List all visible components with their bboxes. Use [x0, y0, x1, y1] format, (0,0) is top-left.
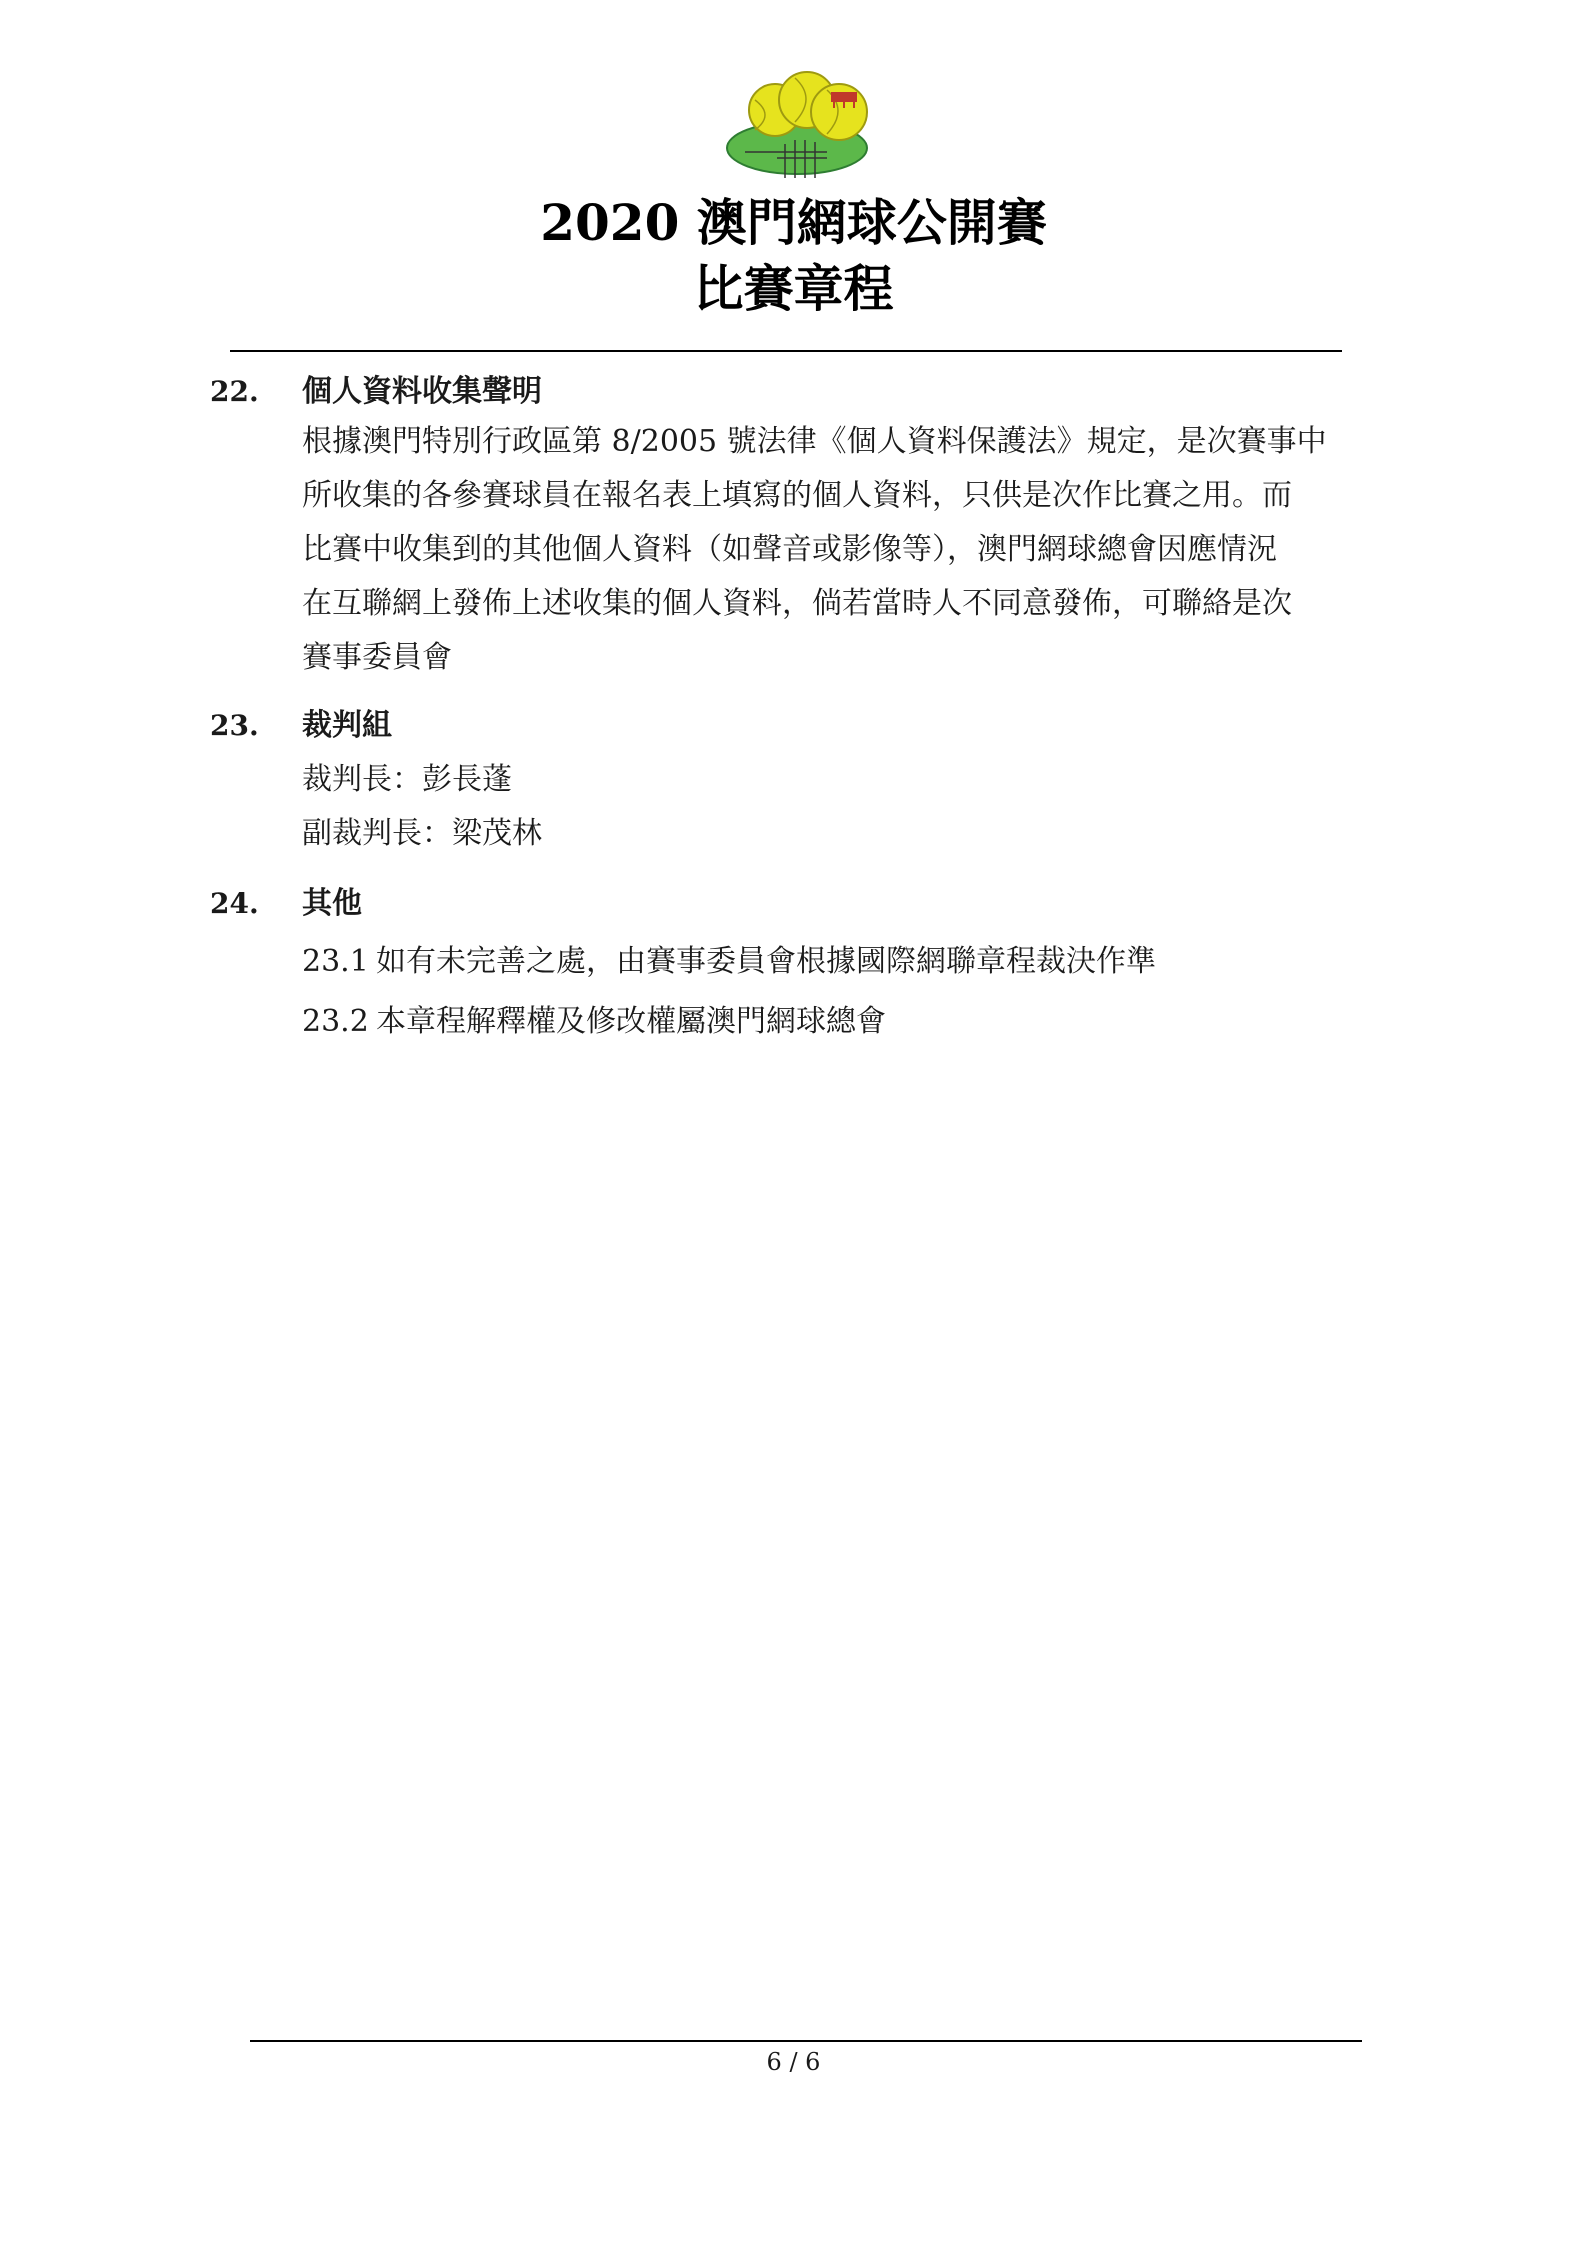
footer-divider: [250, 2040, 1362, 2042]
section-number: 24.: [210, 887, 259, 920]
paragraph-line: 比賽中收集到的其他個人資料（如聲音或影像等），澳門網球總會因應情況: [302, 532, 1277, 567]
document-subtitle: 比賽章程: [693, 259, 894, 318]
deputy-referee: 副裁判長：梁茂林: [302, 816, 542, 851]
list-item-number: 23.2: [302, 1004, 369, 1039]
section-title: 個人資料收集聲明: [302, 374, 542, 409]
section-title: 其他: [302, 886, 362, 921]
association-logo: [715, 60, 895, 180]
list-item: [302, 1002, 886, 1042]
list-item-text: 如有未完善之處，由賽事委員會根據國際網聯章程裁決作準: [376, 944, 1156, 979]
section-title: 裁判組: [302, 708, 392, 743]
paragraph-line: 所收集的各參賽球員在報名表上填寫的個人資料，只供是次作比賽之用。而: [302, 478, 1292, 513]
paragraph-line: 在互聯網上發佈上述收集的個人資料，倘若當時人不同意發佈，可聯絡是次: [302, 586, 1292, 621]
page-number: 6 / 6: [766, 2048, 821, 2076]
document-title: 2020 澳門網球公開賽: [540, 193, 1047, 252]
paragraph-line: 賽事委員會: [302, 640, 452, 675]
list-item: [302, 942, 1156, 982]
list-item-text: 本章程解釋權及修改權屬澳門網球總會: [376, 1004, 886, 1039]
paragraph-line: 根據澳門特別行政區第 8/2005 號法律《個人資料保護法》規定，是次賽事中: [302, 424, 1327, 459]
logo-red-gate: [831, 92, 857, 102]
chief-referee: 裁判長：彭長蓬: [302, 762, 512, 797]
section-number: 22.: [210, 375, 259, 408]
section-number: 23.: [210, 709, 259, 742]
header-divider: [230, 350, 1342, 352]
list-item-number: 23.1: [302, 944, 369, 979]
